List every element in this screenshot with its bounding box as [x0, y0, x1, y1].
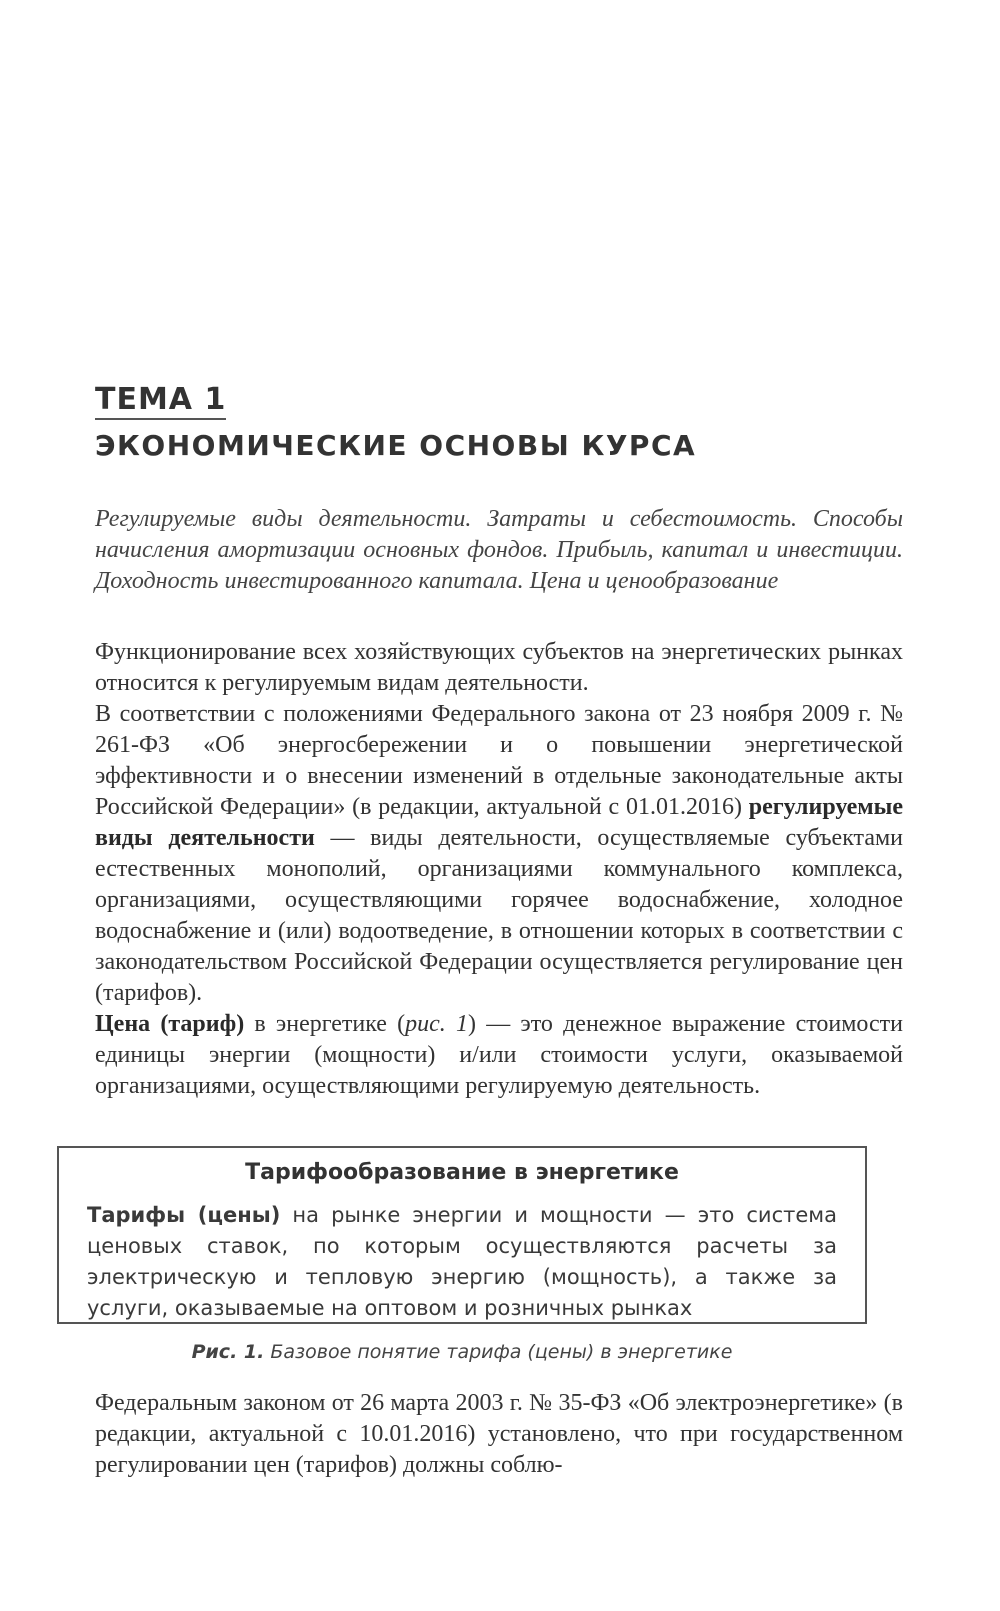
figure-title: Тарифообразование в энергетике — [245, 1160, 679, 1185]
page-bottom — [95, 1388, 903, 1481]
paragraph-1: Функционирование всех хозяйствующих субъектов на энергетических рынках относится к регулируемым видам деятельности. — [95, 639, 903, 696]
theme-title — [95, 380, 903, 420]
figure-caption — [57, 1338, 867, 1366]
term-regulated-activities: регулируемые виды деятельности — [95, 794, 903, 851]
term-price-tariff: Цена (тариф) — [95, 1011, 245, 1037]
figure-reference: рис. 1 — [405, 1011, 469, 1037]
paragraph-2-start: В соответствии с положениями Федерального закона от 23 ноября 2009 г. № 261-ФЗ «Об энергосбережении и о повышении энергетической эффективности и о внесении изменений в отдельные законодательные акты Российской Федерации» (в редакции, актуальной с 01.01.2016) — [95, 701, 903, 820]
figure-box — [57, 1146, 867, 1324]
caption-label: Рис. 1. — [191, 1341, 265, 1363]
paragraph-3-end: ) — это денежное выражение стоимости единицы энергии (мощности) и/или стоимости услуги, оказываемой организациями, осуществляющими регулируемую деятельность. — [95, 1011, 904, 1099]
paragraph-2-end: — виды деятельности, осуществляемые субъектами естественных монополий, организациями коммунального комплекса, организациями, осуществляющими горячее водоснабжение, холодное водоснабжение и (или) водоотведение, в отношении которых в соответствии с законодательством Российской Федерации осуществляется регулирование цен (тарифов). — [95, 825, 904, 1006]
figure-text: на рынке энергии и мощности — это система ценовых ставок, по которым осуществляются расчеты за электрическую и тепловую энергию (мощность), а также за услуги, оказываемые на оптовом и розничных рынках — [87, 1203, 837, 1320]
topics-summary: Регулируемые виды деятельности. Затраты и себестоимость. Способы начисления амортизации основных фондов. Прибыль, капитал и инвестиции. Доходность инвестированного капитала. Цена и ценообразование — [95, 506, 903, 594]
paragraph-3 — [95, 1009, 903, 1102]
chapter-title: ЭКОНОМИЧЕСКИЕ ОСНОВЫ КУРСА — [95, 429, 697, 462]
paragraph-4: Федеральным законом от 26 марта 2003 г. № 35-ФЗ «Об электроэнергетике» (в редакции, актуальной с 10.01.2016) установлено, что при государственном регулировании цен (тарифов) должны соблю- — [95, 1390, 903, 1478]
figure-definition — [87, 1200, 837, 1324]
theme-number: ТЕМА 1 — [95, 382, 226, 420]
caption-text: Базовое понятие тарифа (цены) в энергетике — [264, 1341, 733, 1363]
page-content — [95, 380, 903, 1102]
figure-term: Тарифы (цены) — [87, 1203, 281, 1227]
paragraph-3-mid: в энергетике ( — [244, 1011, 406, 1037]
paragraph-2 — [95, 699, 903, 1009]
